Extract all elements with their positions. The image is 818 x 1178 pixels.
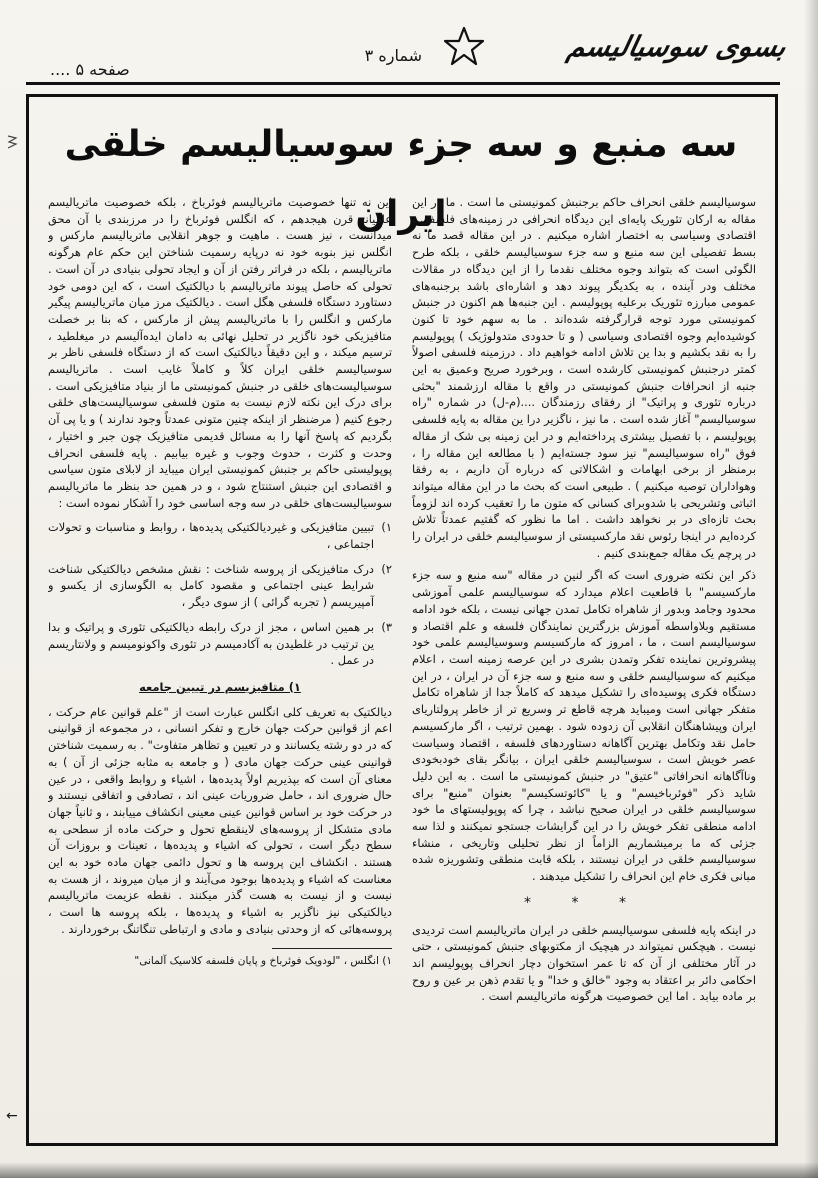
paragraph: ذکر این نکته ضروری است که اگر لنین در مقاله "سه منبع و سه جزء مارکسیسم" با قاطعیت اعلام میدارد که سوسیالیسم علمی آموزشی محدود وجامد وبدور از شاهراه تکامل تمدن جهانی نیست ، بلکه خود ادامه مستقیم وبلاواسطه آموزش بزرگترین نمایندگان فلسفه و علم اقتصاد و سوسیالیسم است ، ما ، امروز که مارکسیسم وسوسیالیسم علمی خود پیشروترین نماینده تفکر وتمدن بشری در این عرصه زمینه است ، اعلام میکنیم که سوسیالیسم خلقی و سه منبع و سه جزء آن در ایران ، در این دستگاه فکری پوسیده‌ای را تشکیل میدهد که کاملاً جدا از شاهراه تکامل متفکر جهانی است ومیباید هرچه قاطع تر وسریع تر از خاطر پرولتاریای ایران وپیشاهنگان انقلابی آن زدوده شود . بهمین ترتیب ، اگر مارکسیسم حامل نقد وتکامل بهترین آگاهانه دستاوردهای فلسفه ، اقتصاد وسیاست عصر خویش است ، سوسیالیسم خلقی ایران ، بیانگر بقای خودبخودی وناآگاهانه انحرافاتی "عتیق" در جنبش کمونیستی ما است . به این دلیل شاید ذکر "فوئرباخیسم" و یا "کائوتسکیسم" بعنوان "منبع" برای سوسیالیسم خلقی در ایران صحیح نباشد ، چرا که پوپولیستهای ما خود ادامه منطقی تفکر خویش را در این گرایشات جستجو نمیکنند و لذا سه جزئی که ما برمیشماریم الزاماً از نظر تحلیلی وتاریخی ، منشاء سوسیالیسم خلقی در ایران نیستند ، بلکه قابت منطقی وتشوریزه شده مبانی فکری خام این انحراف را تشکیل میدهند . [412,568,756,884]
margin-arrow-icon: ← [6,1108,18,1124]
issue-number: شماره ۳ [364,46,422,65]
list-text: بر همین اساس ، مجز از درک رابطه دیالکتیکی تئوری و پراتیک و بدا ین ترتیب در غلطیدن به آکادمیسم در تئوری واکونومیسم و ولانتاریسم در عمل . [48,619,374,668]
list-number: ۱) [381,520,392,535]
article-title: سه منبع و سه جزء سوسیالیسم خلقی ایران [64,124,738,235]
list-item [48,561,392,611]
list-number: ۳) [381,619,392,634]
left-column [48,194,392,1132]
star-icon [444,26,484,66]
page-number: صفحه ۵ .... [50,60,130,79]
page-header [20,18,800,90]
footnote-rule [272,948,392,949]
numbered-list [48,519,392,669]
header-rule [26,82,780,85]
list-text: تبیین متافیزیکی و غیردیالکتیکی پدیده‌ها ، روابط و مناسبات و تحولات اجتماعی ، [48,520,374,552]
scan-shadow-bottom [0,1162,818,1178]
right-column [412,194,756,1124]
list-item [48,619,392,669]
paragraph: این نه تنها خصوصیت ماتریالیسم فوئرباخ ، بلکه خصوصیت ماتریالیسم عامیانه قرن هیجدهم ، که انگلس فوئرباخ را در مرزبندی با آن محق میدانست ، نیز هست . ماهیت و جوهر انقلابی ماتریالیسم مارکس و انگلس نیز بنوبه خود نه درپایه رسمیت شناختن این حکم عام هرگونه ماتریالیسم ، بلکه در فراتر رفتن از آن و ایجاد تحولی بنیادی در آن است . تحولی که حاصل پیوند ماتریالیسم با دیالکتیک است ، که این دومی خود دستاورد دستگاه فلسفی هگل است . دیالکتیک مرز میان ماتریالیسم پیگیر مارکس و انگلس را با ماتریالیسم پیش از مارکس ، که بنا بر خصلت متافیزیکی خود ناگزیر در تحلیل نهائی به دامان ایده‌آلیسم در میغلطید ، ترسیم میکند ، و این دقیقاً دیالکتیک است که از دستگاه فلسفی ناظر بر سوسیالیسم خلقی ایران کلاً و کاملاً غایب است . ماتریالیسم سوسیالیست‌های خلقی در جنبش کمونیستی ما از بنیاد متافیزیکی است . برای درک این نکته لازم نیست به متون فلسفی سوسیالیست‌های خلقی رجوع کنیم ( مرضنظر از اینکه چنین متونی عمدتاً وجود ندارند ) و یا پی آن بگردیم که پاسخ آنها را به مسائل قدیمی متافیزیک چون جبر و اختیار ، وحدت و کثرت ، حدوث وجوب و غیره بیابیم . پایه فلسفی انحراف پوپولیستی حاکم بر جنبش کمونیستی ایران میباید از لابلای متون سیاسی و اقتصادی این جنبش استنتاج شود ، و در همین حد بنظر ما ماتریالیسم سوسیالیست‌های خلقی در سه وجه اساسی خود را آشکار نموده است : [48,195,392,510]
footnote: ۱) انگلس ، "لودویک فوئرباخ و پایان فلسفه کلاسیک آلمانی" [134,954,392,967]
list-number: ۲) [381,561,392,576]
masthead: بسوی سوسیالیسم [564,30,790,63]
list-item [48,519,392,552]
paragraph: در اینکه پایه فلسفی سوسیالیسم خلقی در ایران ماتریالیسم است تردیدی نیست . هیچکس نمیتواند در هیچیک از مکتوبهای جنبش کمونیستی ، حتی در آثار مختلفی از آن که تا عمر استخوان دچار انحراف پوپولیسم اند احکامی دائر بر اعتقاد به وجود "خالق و خدا" و یا تقدم ذهن بر عین و روح بر ماده بیابد . اما این خصوصیت هرگونه ماتریالیسم است . [412,922,756,1004]
scan-shadow-right [804,0,818,1178]
section-divider: * * * [524,894,644,911]
list-text: درک متافیزیکی از پروسه شناخت : نقش مشخص دیالکتیکی شناخت شرایط عینی اجتماعی و مقصود کامل به الگوسازی از یکسو و آمپیریسم ( تجربه گرائی ) از سوی دیگر ، [48,561,374,610]
margin-scribble-icon [6,134,18,150]
paragraph: دیالکتیک به تعریف کلی انگلس عبارت است از "علم قوانین عام حرکت ، اعم از قوانین حرکت جهان خارج و تفکر انسانی ، در مجموعه از قوانینی که در دو رشته یکسانند و در تعیین و تظاهر متفاوت" . به رسمیت شناختن قوانینی عینی حرکت جهان مادی ( و جامعه به مثابه جزئی از آن ) به معنای آن است که بپذیریم اولاً پدیده‌ها ، اشیاء و روابط واقعی ، در عین حال ضروری اند ، حامل ضروریات عینی اند ، تصادفی و اتفاقی نیستند و در حرکت خود بر اساس قوانین عینی معینی انکشاف مییابند ، و ثانیاً جهان مادی متشکل از پروسه‌های لاینقطع تحول و حرکت ماده از سطحی به سطح دیگر است ، تحولی که اشیاء و پدیده‌ها ، تعینات و بروزات آن هستند . انکشاف این پروسه ها و تحول دائمی جهان ماده خود به این معناست که اشیاء و پدیده‌ها بوجود می‌آیند و از میان میروند ، از هست به نیست و از نیست به هست گذر میکنند . نقطه عزیمت ماتریالیسم دیالکتیکی نیز ناگزیر به اشیاء و پدیده‌ها ، بلکه پروسه ها است ، پروسه‌هائی که از وحدتی بنیادی و مادی و ارتباطی تنگاتنگ برخوردارند . [48,704,392,936]
section-heading: ۱) متافیزیسم در تبیین جامعه [139,679,301,694]
paragraph: سوسیالیسم خلقی انحراف حاکم برجنبش کمونیستی ما است . ما در این مقاله به ارکان تئوریک پایه‌ای این دیدگاه انحرافی در زمینه‌های فلسفی ، اقتصادی وسیاسی به اختصار اشاره میکنیم . در این مقاله قصد ما نه بسط تفصیلی این سه منبع و سه جزء سوسیالیسم خلقی ، بلکه طرح الگوئی است که بتواند وجوه مختلف نقدما را از این دیدگاه در مقالات مختلف ودر آینده ، به یکدیگر پیوند دهد و اشاره‌ای باشد برجنبه‌های عمومی مبارزه تئوریک برعلیه پوپولیسم . این جنبه‌ها هم اکنون در جنبش کمونیستی مورد توجه قرارگرفته شده‌اند . ما به سهم خود تا کنون کوشیده‌ایم وجوه اقتصادی وسیاسی ( و تا حدودی متدولوژیک ) پوپولیسم را به نقد بکشیم و بدا ین تلاش ادامه خواهیم داد . درزمینه فلسفی اصولاً کمتر درجنبش کمونیستی کارشده است ، وبرخورد صریح وعمیق به این جنبه از انحرافات جنبش کمونیستی در واقع با مقاله ارزشمند "بحثی درباره تئوری و پراتیک" از رفقای رزمندگان ....(م-ل) در شماره "راه سوسیالیسم" آغاز شده است . ما نیز ، ناگزیر درا ین مقاله به پایه فلسفی پوپولیسم ، با تفصیل بیشتری پرداخته‌ایم و در این زمینه بی شک از مقاله فوق "راه سوسیالیسم" نیز سود جسته‌ایم ( با مطالعه این مقاله را ، برمنظر از برخی ابهامات و اشکالاتی که درباره آن داریم ، به رفقا وهواداران توصیه میکنیم ) . طبیعی است که بحث ما در این مقاله میتواند اثباتی وتشریحی با شدوبرای کسانی که متون ما را تعقیب کرده اند لزوماً بحث تازه‌ای در بر نخواهد داشت . اما ما نظور که گفتیم عمدتاً تلاش کرده‌ایم در اینجا رئوس نقد مارکسیستی از سوسیالیسم خلقی در ایران را در پرچم یک مقاله جمع‌بندی کنیم . [412,195,756,560]
